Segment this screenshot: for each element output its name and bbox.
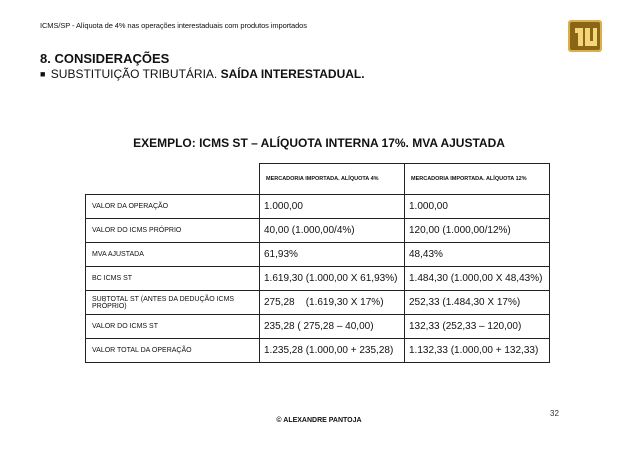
page-header-title: ICMS/SP - Alíquota de 4% nas operações interestaduais com produtos importados (40, 21, 307, 30)
section-subtitle (40, 67, 365, 81)
page-number: 32 (550, 409, 559, 418)
row-label: SUBTOTAL ST (ANTES DA DEDUÇÃO ICMS PRÓPRIO) (86, 291, 260, 315)
table-row (86, 219, 550, 243)
column-header: MERCADORIA IMPORTADA. ALÍQUOTA 12% (405, 164, 550, 195)
cell-value: 1.132,33 (1.000,00 + 132,33) (405, 339, 550, 363)
table-row (86, 243, 550, 267)
cell-value: 120,00 (1.000,00/12%) (405, 219, 550, 243)
footer-author: © ALEXANDRE PANTOJA (276, 417, 362, 424)
row-label: VALOR DA OPERAÇÃO (86, 195, 260, 219)
cell-value: 61,93% (260, 243, 405, 267)
table-row (86, 267, 550, 291)
logo-icon (567, 18, 603, 54)
example-title: EXEMPLO: ICMS ST – ALÍQUOTA INTERNA 17%. MVA AJUSTADA (133, 136, 505, 150)
header-empty-cell (86, 164, 260, 195)
row-label: VALOR DO ICMS ST (86, 315, 260, 339)
table-row (86, 315, 550, 339)
cell-value: 1.235,28 (1.000,00 + 235,28) (260, 339, 405, 363)
cell-value: 132,33 (252,33 – 120,00) (405, 315, 550, 339)
cell-value: 235,28 ( 275,28 – 40,00) (260, 315, 405, 339)
column-header: MERCADORIA IMPORTADA. ALÍQUOTA 4% (260, 164, 405, 195)
section-title: 8. CONSIDERAÇÕES (40, 51, 170, 66)
table-row (86, 195, 550, 219)
cell-value: 252,33 (1.484,30 X 17%) (405, 291, 550, 315)
cell-value: 40,00 (1.000,00/4%) (260, 219, 405, 243)
cell-value: 1.000,00 (260, 195, 405, 219)
cell-value: 1.000,00 (405, 195, 550, 219)
subtitle-bold: SAÍDA INTERESTADUAL. (220, 67, 365, 81)
table-row (86, 291, 550, 315)
cell-value: 1.619,30 (1.000,00 X 61,93%) (260, 267, 405, 291)
row-label: BC ICMS ST (86, 267, 260, 291)
cell-value: 1.484,30 (1.000,00 X 48,43%) (405, 267, 550, 291)
icms-st-table (85, 163, 550, 363)
cell-value: 275,28 (1.619,30 X 17%) (260, 291, 405, 315)
table-header-row (86, 164, 550, 195)
table-row (86, 339, 550, 363)
cell-value: 48,43% (405, 243, 550, 267)
subtitle-prefix: SUBSTITUIÇÃO TRIBUTÁRIA. (50, 67, 218, 81)
bullet-icon: ■ (40, 69, 46, 79)
row-label: VALOR TOTAL DA OPERAÇÃO (86, 339, 260, 363)
row-label: MVA AJUSTADA (86, 243, 260, 267)
row-label: VALOR DO ICMS PRÓPRIO (86, 219, 260, 243)
